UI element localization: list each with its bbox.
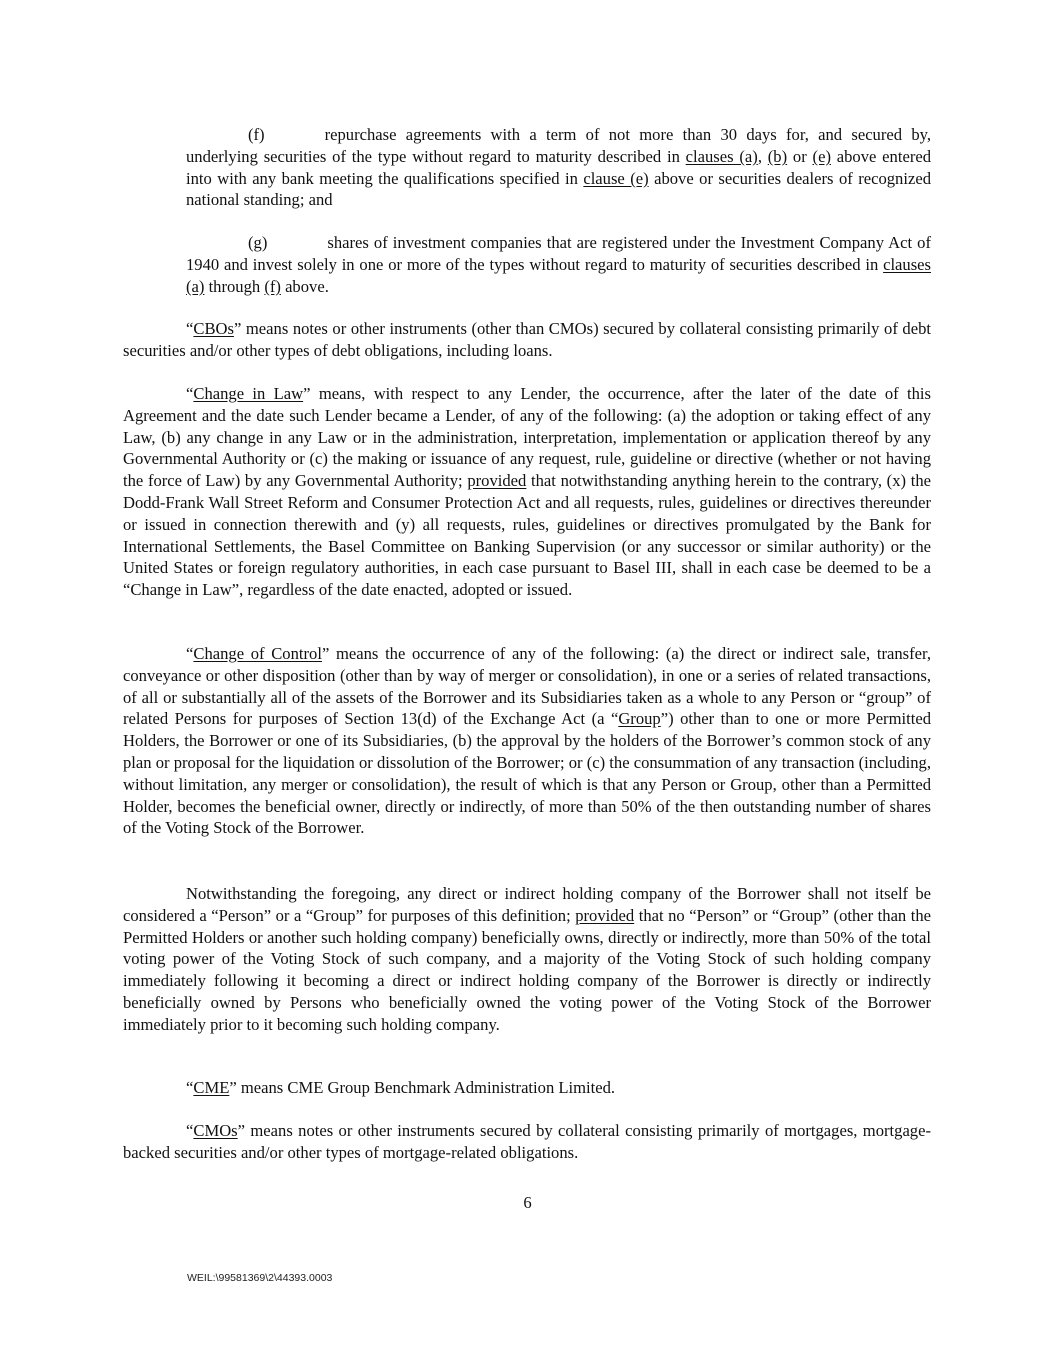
ref-clause-f: (f)	[264, 276, 281, 296]
definition-cbos: “CBOs” means notes or other instruments (other than CMOs) secured by collateral consisting primarily of debt securities and/or other types of debt obligations, including loans.	[123, 319, 931, 360]
term-change-in-law: Change in Law	[193, 384, 304, 403]
term-cbos: CBOs	[193, 319, 234, 338]
definition-cmos: “CMOs” means notes or other instruments secured by collateral consisting primarily of mortgages, mortgage-backed securities and/or other types of mortgage-related obligations.	[123, 1121, 931, 1162]
ref-clauses-a: clauses (a)	[685, 146, 758, 166]
definition-change-in-law: “Change in Law” means, with respect to any Lender, the occurrence, after the later of the date of this Agreement and the date such Lender became a Lender, of any of the following: (a) the adoption or taking effect of any Law, (b) any change in any Law or in the administration, interpretation, implementation or application thereof by any Governmental Authority or (c) the making or issuance of any request, rule, guideline or directive (whether or not having the force of Law) by any Governmental Authority; provided that notwithstanding anything herein to the contrary, (x) the Dodd-Frank Wall Street Reform and Consumer Protection Act and all requests, rules, guidelines or directives thereunder or issued in connection therewith and (y) all requests, rules, guidelines or directives promulgated by the Bank for International Settlements, the Basel Committee on Banking Supervision (or any successor or similar authority) or the United States or foreign regulatory authorities, in each case pursuant to Basel III, shall in each case be deemed to be a “Change in Law”, regardless of the date enacted, adopted or issued.	[123, 384, 931, 600]
ref-clause-e: (e)	[812, 146, 831, 166]
paragraph-notwithstanding: Notwithstanding the foregoing, any direct or indirect holding company of the Borrower shall not itself be considered a “Person” or a “Group” for purposes of this definition; provided that no “Person” or “Group” (other than the Permitted Holders or another such holding company) beneficially owns, directly or indirectly, more than 50% of the total voting power of the Voting Stock of such company, and a majority of the Voting Stock of such holding company immediately following it becoming a direct or indirect holding company of the Borrower is directly or indirectly beneficially owned by Persons who beneficially owned the voting power of the Voting Stock of the Borrower immediately prior to it becoming such holding company.	[123, 884, 931, 1034]
term-change-of-control: Change of Control	[193, 644, 322, 663]
provided-underline: provided	[467, 471, 527, 491]
ref-clause-b: (b)	[767, 146, 788, 166]
clause-g-label: (g)	[248, 233, 268, 252]
clause-g: (g) shares of investment companies that are registered under the Investment Company Act of 1940 and invest solely in one or more of the types without regard to maturity of securities described in clauses (a) through (f) above.	[186, 233, 931, 296]
ref-clauses-a-2: clauses (a)	[186, 254, 931, 296]
document-footer-id: WEIL:\99581369\2\44393.0003	[187, 1272, 333, 1284]
term-cme: CME	[193, 1078, 230, 1097]
provided-underline-2: provided	[575, 905, 635, 925]
definition-change-of-control: “Change of Control” means the occurrence of any of the following: (a) the direct or indirect sale, transfer, conveyance or other disposition (other than by way of merger or consolidation), in one or a series of related transactions, of all or substantially all of the assets of the Borrower and its Subsidiaries taken as a whole to any Person or “group” of related Persons for purposes of Section 13(d) of the Exchange Act (a “Group”) other than to one or more Permitted Holders, the Borrower or one of its Subsidiaries, (b) the approval by the holders of the Borrower’s common stock of any plan or proposal for the liquidation or dissolution of the Borrower; or (c) the consummation of any transaction (including, without limitation, any merger or consolidation), the result of which is that any Person or Group, other than a Permitted Holder, becomes the beneficial owner, directly or indirectly, of more than 50% of the then outstanding number of shares of the Voting Stock of the Borrower.	[123, 644, 932, 838]
page-number: 6	[523, 1193, 532, 1212]
definition-cme: “CME” means CME Group Benchmark Administration Limited.	[186, 1078, 616, 1097]
term-group: Group	[618, 709, 661, 729]
clause-f-label: (f)	[248, 125, 265, 144]
ref-clause-e-2: clause (e)	[583, 168, 649, 188]
term-cmos: CMOs	[193, 1121, 238, 1140]
clause-f: (f) repurchase agreements with a term of not more than 30 days for, and secured by, underlying securities of the type without regard to maturity described in clauses (a), (b) or (e) above entered into with any bank meeting the qualifications specified in clause (e) above or securities dealers of recognized national standing; and	[186, 125, 932, 210]
